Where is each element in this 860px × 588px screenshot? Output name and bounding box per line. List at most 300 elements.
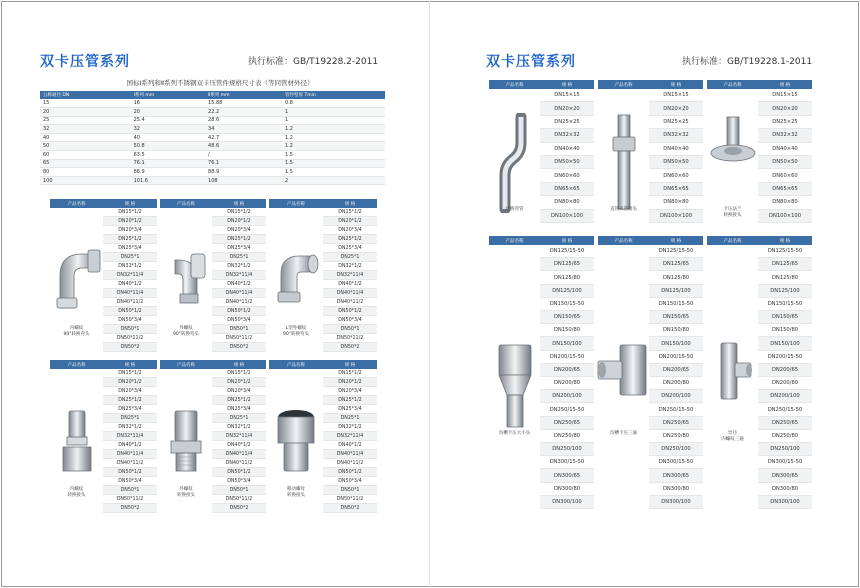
spec-table-header bbox=[40, 91, 385, 99]
flange-adapter-fitting-image bbox=[708, 113, 758, 173]
product-image-area bbox=[160, 208, 212, 352]
size-item: DN32*11/4 bbox=[323, 271, 377, 280]
size-item: DN50×50 bbox=[540, 156, 594, 169]
block-header bbox=[707, 80, 812, 89]
size-item: DN25*1/2 bbox=[103, 235, 157, 244]
product-name-line: 转换接头 bbox=[287, 492, 305, 498]
product-name bbox=[160, 326, 212, 338]
size-item: DN50*11/2 bbox=[212, 334, 266, 343]
spec-cell: 100 bbox=[40, 176, 131, 185]
table-caption: 国标Ⅰ系列和Ⅱ系列不锈钢双卡压管件规格尺寸表（等同管材外径） bbox=[126, 79, 314, 87]
size-item: DN250/15-50 bbox=[649, 403, 703, 416]
size-item: DN50*11/2 bbox=[323, 495, 377, 504]
size-item: DN50*2 bbox=[323, 504, 377, 513]
spec-cell: 1.2 bbox=[282, 125, 385, 134]
size-item: DN50×50 bbox=[649, 156, 703, 169]
size-item: DN32*11/4 bbox=[103, 432, 157, 441]
size-item: DN20*1/2 bbox=[212, 378, 266, 387]
size-item: DN40*11/4 bbox=[103, 450, 157, 459]
size-item: DN50*1/2 bbox=[212, 468, 266, 477]
spec-row bbox=[40, 133, 385, 142]
spec-cell: 1 bbox=[282, 116, 385, 125]
standard-label-right: 执行标准：GB/T19228.1-2011 bbox=[682, 57, 813, 67]
size-item: DN125/65 bbox=[649, 258, 703, 271]
size-item: DN50*2 bbox=[212, 504, 266, 513]
size-item: DN60×60 bbox=[540, 169, 594, 182]
spec-cell: 20 bbox=[131, 108, 205, 117]
size-item: DN125/100 bbox=[649, 285, 703, 298]
product-name-line: 内螺纹三通 bbox=[721, 436, 744, 442]
size-item: DN40*11/4 bbox=[323, 289, 377, 298]
size-item: DN32*1/2 bbox=[103, 262, 157, 271]
size-item: DN25*1/2 bbox=[323, 235, 377, 244]
size-item: DN200/80 bbox=[758, 377, 812, 390]
spec-row bbox=[40, 176, 385, 185]
header-spec: 规 格 bbox=[103, 360, 157, 369]
size-item: DN250/15-50 bbox=[540, 403, 594, 416]
size-item: DN15×15 bbox=[540, 89, 594, 102]
header-spec: 规 格 bbox=[323, 199, 377, 208]
header-product-name: 产品名称 bbox=[489, 236, 540, 245]
size-item: DN250/15-50 bbox=[758, 403, 812, 416]
size-item: DN25*1 bbox=[212, 414, 266, 423]
size-item: DN150/100 bbox=[540, 337, 594, 350]
size-item: DN50*3/4 bbox=[103, 477, 157, 486]
spec-cell: 25 bbox=[40, 116, 131, 125]
block-body bbox=[160, 208, 266, 352]
product-block-flange-adapter bbox=[707, 80, 812, 223]
spec-cell: 22.2 bbox=[205, 108, 282, 117]
product-name bbox=[707, 207, 758, 219]
size-item: DN25*1 bbox=[323, 253, 377, 262]
spec-header-cell: Ⅰ系列 mm bbox=[131, 91, 205, 99]
size-item: DN300/80 bbox=[758, 483, 812, 496]
size-item: DN40×40 bbox=[758, 143, 812, 156]
block-header bbox=[598, 80, 703, 89]
size-item: DN20×20 bbox=[649, 102, 703, 115]
product-name-line: 过桥弯管 bbox=[505, 207, 524, 212]
size-item: DN300/65 bbox=[758, 469, 812, 482]
size-item: DN20*3/4 bbox=[212, 226, 266, 235]
header-product-name: 产品名称 bbox=[160, 360, 212, 369]
size-item: DN15*1/2 bbox=[212, 369, 266, 378]
header-spec: 规 格 bbox=[758, 80, 812, 89]
product-block-union-adapter bbox=[269, 360, 377, 513]
product-image-area bbox=[269, 208, 323, 352]
header-spec: 规 格 bbox=[212, 199, 266, 208]
product-name-line: 外螺纹 bbox=[179, 487, 193, 492]
size-list bbox=[540, 89, 594, 223]
female-elbow-fitting-image bbox=[52, 246, 102, 311]
spec-cell: 28.6 bbox=[205, 116, 282, 125]
product-block-groove-reducer bbox=[489, 236, 594, 509]
block-header bbox=[160, 360, 266, 369]
spec-cell: 1.2 bbox=[282, 133, 385, 142]
product-image-area bbox=[598, 245, 649, 509]
spec-cell: 40 bbox=[40, 133, 131, 142]
size-item: DN150/15-50 bbox=[540, 298, 594, 311]
product-name-line: 沟槽卡压三通 bbox=[610, 431, 637, 436]
size-item: DN300/80 bbox=[540, 483, 594, 496]
size-item: DN125/100 bbox=[540, 285, 594, 298]
size-item: DN15*1/2 bbox=[323, 208, 377, 217]
male-elbow-fitting-image bbox=[161, 246, 211, 306]
spec-cell: 32 bbox=[131, 125, 205, 134]
size-item: DN125/15-50 bbox=[649, 245, 703, 258]
spec-cell: 76.1 bbox=[131, 159, 205, 168]
spec-cell: 1.5 bbox=[282, 151, 385, 160]
size-list bbox=[212, 208, 266, 352]
size-item: DN15*1/2 bbox=[103, 369, 157, 378]
size-item: DN250/100 bbox=[540, 443, 594, 456]
size-item: DN25*1/2 bbox=[323, 396, 377, 405]
product-name-line: 转换接头 bbox=[177, 492, 195, 498]
male-adapter-fitting-image bbox=[166, 407, 206, 477]
size-item: DN50*1/2 bbox=[103, 468, 157, 477]
spec-cell: 108 bbox=[205, 176, 282, 185]
size-item: DN25*3/4 bbox=[323, 405, 377, 414]
block-body bbox=[50, 369, 157, 513]
size-item: DN32*1/2 bbox=[323, 262, 377, 271]
product-name-line: L型外螺纹 bbox=[285, 326, 307, 331]
size-item: DN50*1 bbox=[212, 486, 266, 495]
size-item: DN32*11/4 bbox=[212, 432, 266, 441]
block-header bbox=[50, 360, 157, 369]
size-item: DN32×32 bbox=[758, 129, 812, 142]
size-item: DN20×20 bbox=[758, 102, 812, 115]
header-spec: 规 格 bbox=[649, 236, 703, 245]
header-product-name: 产品名称 bbox=[707, 80, 758, 89]
spec-cell: 1.5 bbox=[282, 168, 385, 177]
product-name-line: 转换接头 bbox=[723, 212, 742, 218]
size-item: DN25×25 bbox=[540, 116, 594, 129]
product-name-line: 卡压法兰 bbox=[723, 207, 742, 212]
product-block-male-elbow bbox=[160, 199, 266, 352]
size-item: DN65×65 bbox=[758, 183, 812, 196]
header-product-name: 产品名称 bbox=[50, 199, 103, 208]
size-item: DN300/100 bbox=[540, 496, 594, 509]
size-item: DN25×25 bbox=[649, 116, 703, 129]
size-list bbox=[540, 245, 594, 509]
right-page bbox=[430, 0, 860, 588]
product-block-bypass-bend bbox=[489, 80, 594, 223]
size-item: DN150/80 bbox=[540, 324, 594, 337]
size-item: DN200/80 bbox=[540, 377, 594, 390]
size-item: DN50*1 bbox=[103, 486, 157, 495]
size-item: DN200/100 bbox=[649, 390, 703, 403]
product-name-line: 移动螺母 bbox=[287, 487, 305, 492]
spec-cell: 16 bbox=[131, 99, 205, 108]
spec-cell: 63.5 bbox=[131, 151, 205, 160]
size-item: DN25*3/4 bbox=[212, 405, 266, 414]
straight-coupling-fitting-image bbox=[609, 113, 639, 213]
header-product-name: 产品名称 bbox=[489, 80, 540, 89]
groove-reducer-fitting-image bbox=[495, 341, 535, 431]
spec-table bbox=[40, 91, 385, 185]
spec-row bbox=[40, 116, 385, 125]
size-item: DN40*11/2 bbox=[323, 298, 377, 307]
block-body bbox=[269, 208, 377, 352]
product-image-area bbox=[598, 89, 649, 223]
product-name bbox=[160, 487, 212, 499]
size-item: DN60×60 bbox=[758, 169, 812, 182]
size-item: DN40*11/4 bbox=[212, 450, 266, 459]
spec-cell: 50.8 bbox=[131, 142, 205, 151]
size-item: DN40*11/4 bbox=[323, 450, 377, 459]
size-item: DN40*1/2 bbox=[212, 280, 266, 289]
size-item: DN20*1/2 bbox=[212, 217, 266, 226]
header-product-name: 产品名称 bbox=[598, 236, 649, 245]
spec-header-cell: 管件壁厚 Tmin bbox=[282, 91, 385, 99]
size-item: DN50×50 bbox=[758, 156, 812, 169]
size-item: DN300/15-50 bbox=[540, 456, 594, 469]
size-item: DN250/80 bbox=[540, 430, 594, 443]
size-item: DN65×65 bbox=[540, 183, 594, 196]
size-item: DN300/100 bbox=[758, 496, 812, 509]
spec-cell: 2 bbox=[282, 176, 385, 185]
size-item: DN150/15-50 bbox=[649, 298, 703, 311]
size-item: DN50*3/4 bbox=[212, 477, 266, 486]
size-item: DN125/15-50 bbox=[758, 245, 812, 258]
size-item: DN250/65 bbox=[758, 417, 812, 430]
size-item: DN250/80 bbox=[758, 430, 812, 443]
product-name-line: 90°转换弯头 bbox=[173, 331, 199, 337]
size-item: DN300/65 bbox=[540, 469, 594, 482]
size-item: DN250/80 bbox=[649, 430, 703, 443]
size-item: DN50*2 bbox=[103, 504, 157, 513]
product-name bbox=[489, 207, 540, 213]
spec-cell: 32 bbox=[40, 125, 131, 134]
size-item: DN25*1 bbox=[323, 414, 377, 423]
size-item: DN40*1/2 bbox=[323, 441, 377, 450]
size-item: DN25×25 bbox=[758, 116, 812, 129]
size-item: DN40×40 bbox=[540, 143, 594, 156]
spec-table-body bbox=[40, 99, 385, 185]
spec-header-cell: Ⅱ系列 mm bbox=[205, 91, 282, 99]
size-item: DN40*11/2 bbox=[103, 298, 157, 307]
spec-cell: 42.7 bbox=[205, 133, 282, 142]
size-item: DN50*11/2 bbox=[103, 334, 157, 343]
size-item: DN50*3/4 bbox=[103, 316, 157, 325]
block-body bbox=[50, 208, 157, 352]
size-item: DN65×65 bbox=[649, 183, 703, 196]
header-spec: 规 格 bbox=[758, 236, 812, 245]
size-item: DN25*3/4 bbox=[212, 244, 266, 253]
spec-cell: 60 bbox=[40, 151, 131, 160]
spec-cell: 80 bbox=[40, 168, 131, 177]
spec-row bbox=[40, 99, 385, 108]
block-header bbox=[707, 236, 812, 245]
header-product-name: 产品名称 bbox=[269, 199, 323, 208]
spec-cell: 20 bbox=[40, 108, 131, 117]
block-header bbox=[489, 236, 594, 245]
product-name-line: 内螺纹 bbox=[69, 326, 84, 331]
spec-cell: 1 bbox=[282, 108, 385, 117]
size-item: DN50*11/2 bbox=[323, 334, 377, 343]
page-title: 双卡压管系列 bbox=[40, 54, 130, 70]
product-block-female-elbow bbox=[50, 199, 157, 352]
spec-cell: 0.8 bbox=[282, 99, 385, 108]
size-item: DN20*1/2 bbox=[323, 378, 377, 387]
size-item: DN20*1/2 bbox=[103, 378, 157, 387]
spec-cell: 1.5 bbox=[282, 159, 385, 168]
product-block-male-adapter bbox=[160, 360, 266, 513]
size-item: DN25*1/2 bbox=[103, 396, 157, 405]
size-item: DN20*3/4 bbox=[103, 226, 157, 235]
block-body bbox=[489, 245, 594, 509]
size-item: DN200/65 bbox=[540, 364, 594, 377]
size-item: DN25*3/4 bbox=[103, 405, 157, 414]
header-product-name: 产品名称 bbox=[598, 80, 649, 89]
product-name bbox=[269, 487, 323, 499]
size-item: DN50*3/4 bbox=[323, 477, 377, 486]
block-body bbox=[707, 245, 812, 509]
size-item: DN150/15-50 bbox=[758, 298, 812, 311]
size-item: DN80×80 bbox=[758, 196, 812, 209]
size-item: DN25*1 bbox=[103, 414, 157, 423]
spec-row bbox=[40, 108, 385, 117]
size-item: DN20*1/2 bbox=[103, 217, 157, 226]
size-item: DN50*1 bbox=[103, 325, 157, 334]
product-name bbox=[489, 431, 540, 437]
product-image-area bbox=[160, 369, 212, 513]
size-item: DN50*3/4 bbox=[212, 316, 266, 325]
size-item: DN125/65 bbox=[540, 258, 594, 271]
size-item: DN25*3/4 bbox=[323, 244, 377, 253]
block-header bbox=[489, 80, 594, 89]
size-item: DN250/65 bbox=[540, 417, 594, 430]
product-name-line: 外螺纹 bbox=[179, 326, 193, 331]
size-item: DN40*1/2 bbox=[103, 441, 157, 450]
size-item: DN300/100 bbox=[649, 496, 703, 509]
size-item: DN200/65 bbox=[758, 364, 812, 377]
size-item: DN200/100 bbox=[758, 390, 812, 403]
size-item: DN50*2 bbox=[323, 343, 377, 352]
header-product-name: 产品名称 bbox=[707, 236, 758, 245]
size-item: DN300/65 bbox=[649, 469, 703, 482]
size-item: DN300/15-50 bbox=[758, 456, 812, 469]
product-name-line: 90°转换弯头 bbox=[283, 331, 309, 337]
size-item: DN125/100 bbox=[758, 285, 812, 298]
size-item: DN300/15-50 bbox=[649, 456, 703, 469]
size-list bbox=[103, 208, 157, 352]
size-item: DN50*1/2 bbox=[103, 307, 157, 316]
female-adapter-fitting-image bbox=[57, 407, 97, 477]
spec-cell: 15 bbox=[40, 99, 131, 108]
header-spec: 规 格 bbox=[540, 80, 594, 89]
size-item: DN20*3/4 bbox=[212, 387, 266, 396]
spec-cell: 101.6 bbox=[131, 176, 205, 185]
product-block-l-elbow bbox=[269, 199, 377, 352]
product-name bbox=[269, 326, 323, 338]
product-image-area bbox=[50, 208, 103, 352]
page-title-right: 双卡压管系列 bbox=[486, 54, 576, 70]
size-item: DN25*3/4 bbox=[103, 244, 157, 253]
size-item: DN50*3/4 bbox=[323, 316, 377, 325]
size-item: DN250/65 bbox=[649, 417, 703, 430]
size-list bbox=[103, 369, 157, 513]
standard-label: 执行标准：GB/T19228.2-2011 bbox=[248, 57, 379, 67]
size-item: DN150/65 bbox=[649, 311, 703, 324]
block-header bbox=[160, 199, 266, 208]
size-item: DN150/80 bbox=[758, 324, 812, 337]
female-tee-fitting-image bbox=[711, 341, 755, 401]
size-item: DN50*1 bbox=[212, 325, 266, 334]
spec-cell: 15.88 bbox=[205, 99, 282, 108]
product-image-area bbox=[489, 89, 540, 223]
size-item: DN125/15-50 bbox=[540, 245, 594, 258]
product-name bbox=[50, 326, 103, 338]
size-item: DN32*11/4 bbox=[103, 271, 157, 280]
size-item: DN40×40 bbox=[649, 143, 703, 156]
block-body bbox=[707, 89, 812, 223]
product-block-groove-tee bbox=[598, 236, 703, 509]
size-item: DN40*11/2 bbox=[103, 459, 157, 468]
size-item: DN50*1/2 bbox=[323, 468, 377, 477]
size-item: DN50*1 bbox=[323, 486, 377, 495]
block-body bbox=[160, 369, 266, 513]
size-item: DN300/80 bbox=[649, 483, 703, 496]
product-name-line: 内螺纹 bbox=[69, 487, 84, 492]
size-item: DN200/100 bbox=[540, 390, 594, 403]
size-item: DN250/100 bbox=[649, 443, 703, 456]
size-list bbox=[649, 89, 703, 223]
block-body bbox=[598, 89, 703, 223]
size-item: DN25*1/2 bbox=[212, 235, 266, 244]
size-item: DN150/80 bbox=[649, 324, 703, 337]
size-item: DN32*11/4 bbox=[212, 271, 266, 280]
size-item: DN200/15-50 bbox=[540, 351, 594, 364]
size-item: DN15*1/2 bbox=[323, 369, 377, 378]
size-item: DN200/15-50 bbox=[758, 351, 812, 364]
size-item: DN80×80 bbox=[540, 196, 594, 209]
size-item: DN15*1/2 bbox=[103, 208, 157, 217]
spec-cell: 88.9 bbox=[205, 168, 282, 177]
spec-cell: 48.6 bbox=[205, 142, 282, 151]
size-item: DN20*3/4 bbox=[323, 226, 377, 235]
product-image-area bbox=[50, 369, 103, 513]
size-item: DN200/80 bbox=[649, 377, 703, 390]
product-name bbox=[598, 207, 649, 213]
size-item: DN32*1/2 bbox=[212, 262, 266, 271]
product-image-area bbox=[707, 245, 758, 509]
size-item: DN150/65 bbox=[540, 311, 594, 324]
spec-header-cell: 公称通径 DN bbox=[40, 91, 131, 99]
product-block-straight-coupling bbox=[598, 80, 703, 223]
block-header bbox=[598, 236, 703, 245]
size-item: DN25*1/2 bbox=[212, 396, 266, 405]
size-item: DN125/80 bbox=[649, 271, 703, 284]
size-item: DN150/65 bbox=[758, 311, 812, 324]
size-item: DN25*1 bbox=[103, 253, 157, 262]
size-item: DN32*11/4 bbox=[323, 432, 377, 441]
block-header bbox=[269, 199, 377, 208]
size-item: DN32×32 bbox=[649, 129, 703, 142]
size-item: DN50*1/2 bbox=[323, 307, 377, 316]
spec-cell: / bbox=[205, 151, 282, 160]
header-spec: 规 格 bbox=[212, 360, 266, 369]
size-item: DN40*11/4 bbox=[212, 289, 266, 298]
product-name-line: 转换接头 bbox=[67, 492, 86, 498]
header-spec: 规 格 bbox=[103, 199, 157, 208]
product-name-line: 直管式活接头 bbox=[610, 207, 637, 212]
size-item: DN50*1 bbox=[323, 325, 377, 334]
header-spec: 规 格 bbox=[649, 80, 703, 89]
size-item: DN20×20 bbox=[540, 102, 594, 115]
product-name-line: 异径 bbox=[728, 431, 737, 436]
size-item: DN15×15 bbox=[649, 89, 703, 102]
size-item: DN32*1/2 bbox=[323, 423, 377, 432]
